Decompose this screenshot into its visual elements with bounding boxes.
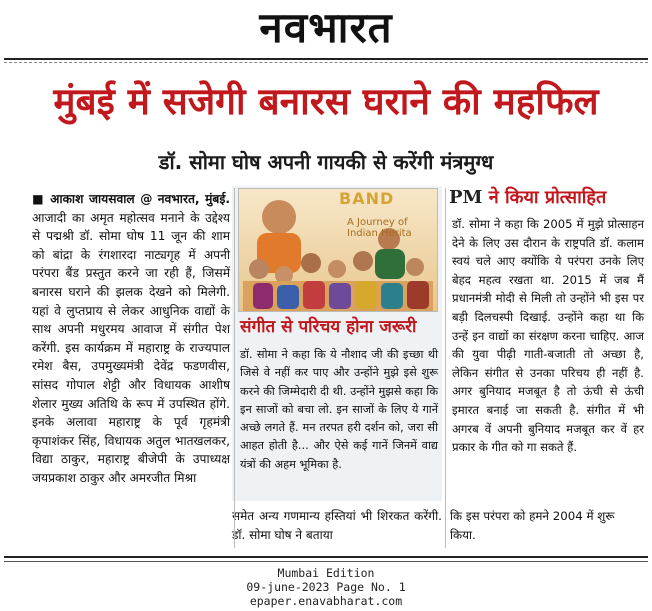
photo-band-subtitle: A Journey of Indian Herita bbox=[347, 217, 412, 239]
masthead-rule bbox=[4, 58, 648, 60]
article-headline: मुंबई में सजेगी बनारस घराने की महफिल bbox=[53, 80, 599, 123]
footer-date-page: 09-june-2023 Page No. 1 bbox=[246, 580, 406, 594]
footer bbox=[0, 566, 652, 608]
byline-author: आकाश जायसवाल @ bbox=[50, 192, 153, 206]
column-divider-right bbox=[445, 188, 446, 548]
article-subheadline: डॉ. सोमा घोष अपनी गायकी से करेंगी मंत्रमुग्ध bbox=[158, 150, 494, 174]
footer-site-link[interactable]: epaper.enavabharat.com bbox=[249, 594, 403, 608]
masthead-logo[interactable]: नवभारत bbox=[259, 3, 393, 52]
right-column-text: डॉ. सोमा ने कहा कि 2005 में मुझे प्रोत्साहन देने के लिए उस दौरान के राष्ट्रपति डॉ. कलाम स्वयं चले आए क्योंकि ये परंपरा उनके लिए बेहद महत्व रखता था. 2015 में जब मैं प्रधानमंत्री मोदी से मिली तो उन्होंने भी इस पर बड़ी दिलचस्पी दिखाई. उन्होंने कहा था कि उन्हें इन वाद्यों का संरक्षण करना चाहिए. आज की युवा पीढ़ी गाती-बजाती तो अच्छा है, लेकिन संगीत से उनका परिचय ही नहीं है. अगर बुनियाद मजबूत है तो ऊंची से ऊंची इमारत बनाई जा सकती है. संगीत में भी अगरब वें अपनी बुनियाद मजबूत कर वें हर प्रकार के गीत को गा सकते हैं. bbox=[452, 217, 644, 455]
footer-rule-thin bbox=[4, 561, 648, 562]
band-photo bbox=[238, 188, 438, 312]
main-body-text: आजादी का अमृत महोत्सव मनाने के उद्देश्य से पद्मश्री डॉ. सोमा घोष 11 जून की शाम को बांद्रा के रंगशारदा नाट्यगृह में अपनी परंपरा बैंड प्रस्तुत करने जा रही हैं, जिसमें बनारस घराने की झलक देखने को मिलेगी. यहां वे लुप्तप्राय से लेकर आधुनिक वाद्यों के साथ अपनी मधुरमय आवाज में संगीत पेश करेंगी. इस कार्यक्रम में महाराष्ट्र के राज्यपाल रमेश बैस, उपमुख्यमंत्री देवेंद्र फडणवीस, सांसद गोपाल शेट्टी और विधायक आशीष शेलार मुख्य अतिथि के रूप में उपस्थित होंगे. इनके अलावा महाराष्ट्र के पूर्व गृहमंत्री कृपाशंकर सिंह, विधायक अतुल भातखलकर, विद्या ठाकुर, महाराष्ट्र बीजेपी के उपाध्यक्ष जयप्रकाश ठाकुर और अमरजीत मिश्रा bbox=[32, 210, 230, 485]
photo-band-title: BAND bbox=[339, 189, 395, 208]
footer-edition: Mumbai Edition bbox=[277, 566, 375, 580]
byline-marker: ■ bbox=[32, 192, 45, 206]
column-divider-left bbox=[234, 188, 235, 548]
right-column-headline bbox=[449, 186, 649, 210]
sidebar-headline: संगीत से परिचय होना जरूरी bbox=[240, 317, 417, 337]
continued-text-left: समेत अन्य गणमान्य हस्तियां भी शिरकत करेंगी. डॉ. सोमा घोष ने बताया bbox=[232, 509, 442, 542]
right-headline-pm: PM bbox=[449, 187, 483, 208]
masthead-dashed-rule bbox=[4, 62, 648, 63]
band-photo-graphic bbox=[239, 189, 437, 311]
continued-text-right: कि इस परंपरा को हमने 2004 में शुरू किया. bbox=[450, 509, 615, 542]
main-column bbox=[32, 190, 230, 488]
right-headline-rest: ने किया प्रोत्साहित bbox=[482, 187, 607, 208]
footer-rule bbox=[4, 556, 648, 558]
dateline: नवभारत, मुंबई. bbox=[157, 192, 230, 206]
sidebar-body-text: डॉ. सोमा ने कहा कि ये नौशाद जी की इच्छा थी जिसे वे नहीं कर पाए और उन्होंने मुझे इसे शुरू करने की जिम्मेदारी दी थी. उन्होंने मुझसे कहा कि इन साजों को बचा लो. इन साजों के लिए ये गानें अच्छे लगते हैं. मन तरपत हरी दर्शन को, जरा सी आहत होती है... और ऐसे कई गानें जिनमें वाद्य यंत्रों की अहम भूमिका है. bbox=[240, 348, 438, 471]
